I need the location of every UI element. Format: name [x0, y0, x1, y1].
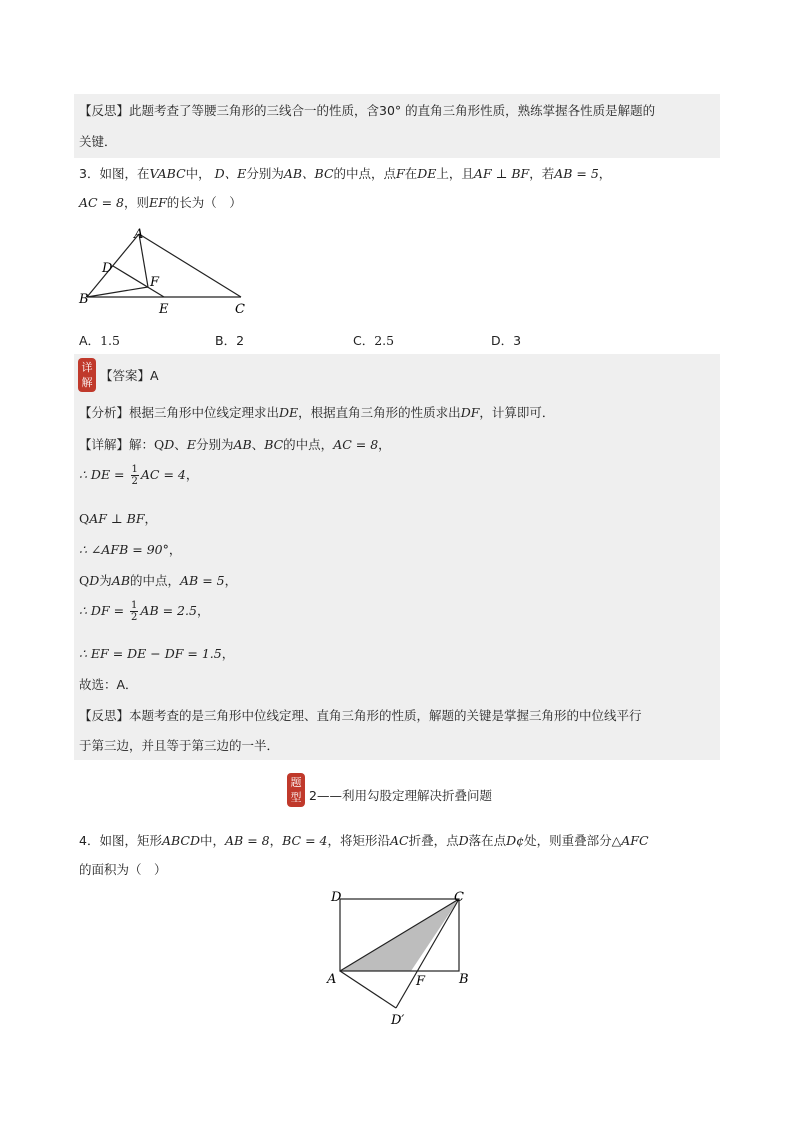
q3-option-a: A．1.5	[79, 333, 120, 348]
q3-reflection-line2: 于第三边，并且等于第三边的一半．	[79, 738, 280, 753]
prev-reflection-line1: 【反思】此题考查了等腰三角形的三线合一的性质，含30° 的直角三角形性质，熟练掌握各性质是解题的	[79, 103, 656, 118]
label-F: F	[150, 275, 160, 290]
q3-step-perp: QAF ⊥ BF，	[79, 511, 158, 526]
q3-triangle-figure	[76, 222, 256, 318]
label-F: F	[416, 974, 426, 989]
q3-option-d: D．3	[491, 333, 522, 348]
prev-reflection-line2: 关键．	[79, 134, 117, 149]
label-B: B	[79, 292, 89, 307]
section-seal-stamp: 题 型	[287, 773, 305, 807]
q3-reflection-line1: 【反思】本题考查的是三角形中位线定理、直角三角形的性质，解题的关键是掌握三角形的中位线平行	[79, 708, 642, 723]
q3-stem-line2: AC = 8，则EF的长为（ ）	[79, 195, 242, 210]
q3-step-de: ∴ DE = $\frac{1}{2}$ AC = 4，	[79, 464, 199, 487]
q3-stem-line1: 3．如图，在VABC中， D、E分别为AB、BC的中点，点F在DE上，且AF ⊥ BF，若AB = 5，	[79, 166, 612, 181]
q3-analysis: 【分析】根据三角形中位线定理求出DE，根据直角三角形的性质求出DF，计算即可．	[79, 405, 555, 420]
section-title: 2——利用勾股定理解决折叠问题	[309, 788, 492, 803]
q4-rectangle-figure	[320, 884, 480, 1032]
label-A: A	[327, 972, 337, 987]
q3-step-midpoint: QD为AB的中点，AB = 5，	[79, 573, 238, 588]
label-D: D	[102, 261, 113, 276]
q3-choice: 故选：A．	[79, 677, 138, 692]
label-B: B	[459, 972, 469, 987]
q4-stem-line1: 4．如图，矩形ABCD中，AB = 8，BC = 4，将矩形沿AC折叠，点D落在点D¢处，则重叠部分△AFC	[79, 833, 649, 848]
label-D-prime: D′	[391, 1013, 405, 1028]
q3-step-df: ∴ DF = $\frac{1}{2}$ AB = 2.5，	[79, 600, 210, 623]
label-C: C	[454, 890, 464, 905]
label-E: E	[159, 302, 169, 317]
q3-answer: 【答案】A	[100, 368, 159, 383]
q3-step-angle: ∴ ∠AFB = 90°，	[79, 542, 182, 557]
q3-option-c: C．2.5	[353, 333, 395, 348]
q3-option-b: B．2	[215, 333, 245, 348]
label-C: C	[235, 302, 245, 317]
q3-step-ef: ∴ EF = DE − DF = 1.5，	[79, 646, 235, 661]
q3-detail-line: 【详解】解：QD、E分别为AB、BC的中点，AC = 8，	[79, 437, 391, 452]
label-D: D	[331, 890, 342, 905]
label-A: A	[134, 227, 144, 242]
detail-seal-stamp: 详 解	[78, 358, 96, 392]
q4-stem-line2: 的面积为（ ）	[79, 862, 167, 877]
